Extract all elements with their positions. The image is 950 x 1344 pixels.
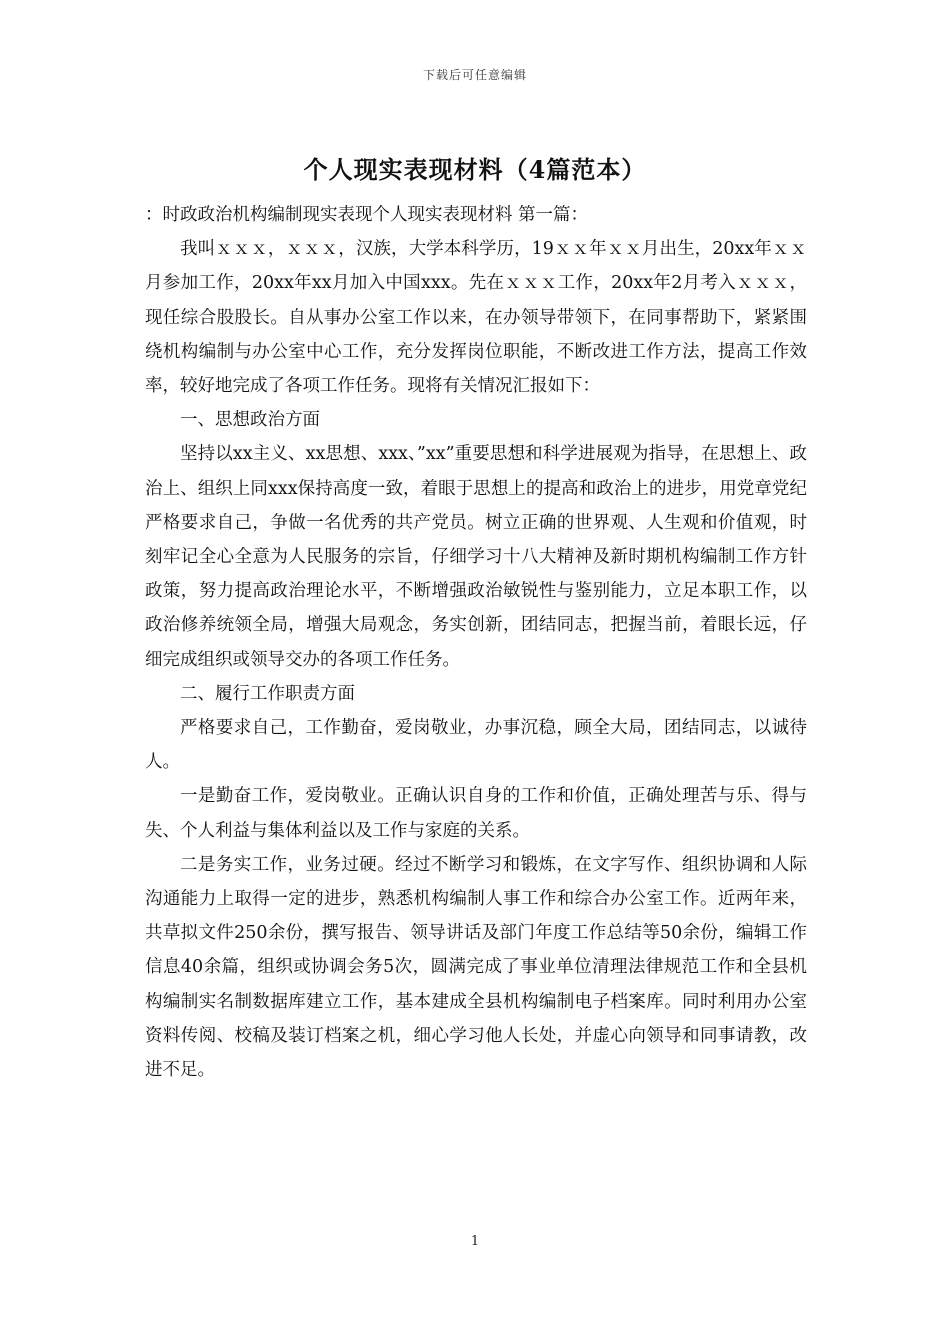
paragraph: 二是务实工作，业务过硬。经过不断学习和锻炼，在文字写作、组织协调和人际沟通能力上取得一定的进步，熟悉机构编制人事工作和综合办公室工作。近两年来，共草拟文件250余份，撰写报告、领导讲话及部门年度工作总结等50余份，编辑工作信息40余篇，组织或协调会务5次，圆满完成了事业单位清理法律规范工作和全县机构编制实名制数据库建立工作，基本建成全县机构编制电子档案库。同时利用办公室资料传阅、校稿及装订档案之机，细心学习他人长处，并虚心向领导和同事请教，改进不足。 bbox=[145, 854, 807, 1081]
document-body bbox=[145, 198, 807, 1087]
page-number: 1 bbox=[470, 1234, 480, 1249]
paragraph-intro: ：时政政治机构编制现实表现个人现实表现材料 第一篇： bbox=[145, 205, 589, 225]
paragraph: 严格要求自己，工作勤奋，爱岗敬业，办事沉稳，顾全大局，团结同志，以诚待人。 bbox=[145, 718, 807, 773]
section-heading: 二、履行工作职责方面 bbox=[180, 683, 355, 704]
header-note: 下载后可任意编辑 bbox=[422, 68, 527, 82]
paragraph: 坚持以xx主义、xx思想、xxx、”xx”重要思想和科学进展观为指导，在思想上、政治上、组织上同xxx保持高度一致，着眼于思想上的提高和政治上的进步，用党章党纪严格要求自己，争做一名优秀的共产党员。树立正确的世界观、人生观和价值观，时刻牢记全心全意为人民服务的宗旨，仔细学习十八大精神及新时期机构编制工作方针政策，努力提高政治理论水平，不断增强政治敏锐性与鉴别能力，立足本职工作，以政治修养统领全局，增强大局观念，务实创新，团结同志，把握当前，着眼长远，仔细完成组织或领导交办的各项工作任务。 bbox=[145, 444, 807, 670]
section-heading: 一、思想政治方面 bbox=[180, 410, 320, 431]
document-title: 个人现实表现材料（4篇范本） bbox=[303, 155, 647, 184]
paragraph: 一是勤奋工作，爱岗敬业。正确认识自身的工作和价值，正确处理苦与乐、得与失、个人利益与集体利益以及工作与家庭的关系。 bbox=[145, 786, 807, 841]
paragraph: 我叫ｘｘｘ，ｘｘｘ，汉族，大学本科学历，19ｘｘ年ｘｘ月出生，20xx年ｘｘ月参加工作，20xx年xx月加入中国xxx。先在ｘｘｘ工作，20xx年2月考入ｘｘｘ，现任综合股股长。自从事办公室工作以来，在办领导带领下，在同事帮助下，紧紧围绕机构编制与办公室中心工作，充分发挥岗位职能，不断改进工作方法，提高工作效率，较好地完成了各项工作任务。现将有关情况汇报如下： bbox=[145, 239, 807, 397]
